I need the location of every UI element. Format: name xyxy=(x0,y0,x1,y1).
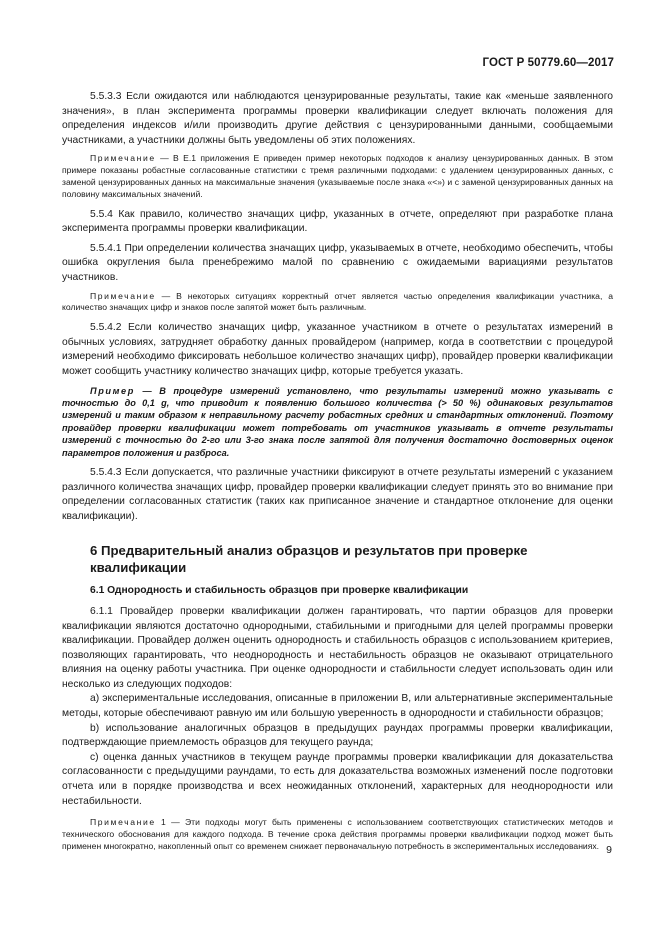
list-item-c: с) оценка данных участников в текущем раунде программы проверки квалификации для доказательства согласованности с предыдущими раундами, то есть для доказательства возможных изменений после подготовки отчета или в порядке производства и всех неожиданных отклонений, характерных для неоднородности или нестабильности. xyxy=(62,751,613,807)
list-item-b: b) использование аналогичных образцов в предыдущих раундах программы проверки квалификации, подтверждающие приемлемость образцов для текущего раунда; xyxy=(62,722,613,749)
paragraph-5-5-3-3: 5.5.3.3 Если ожидаются или наблюдаются цензурированные результаты, такие как «меньше заявленного значения», в план эксперимента программы проверки квалификации следует включать положения для определения индексов и/или производить другие действия с цензурированными данными, сообщаемыми участниками, а участники должны быть уведомлены об этих положениях. xyxy=(62,91,613,146)
note-label: Примечание xyxy=(90,153,156,164)
subsection-heading-6-1: 6.1 Однородность и стабильность образцов при проверке квалификации xyxy=(90,585,469,597)
note-text: — В Е.1 приложения Е приведен пример некоторых подходов к анализу цензурированных данных. В этом примере показаны робастные согласованные статистики с тремя различными подходами: с удалением цензурированных данных, с заменой цензурированных данных на максимальные значения (указываемые после знака «<») и с заменой цензурированных данных на половину максимальных значений. xyxy=(62,153,613,199)
paragraph-5-5-4: 5.5.4 Как правило, количество значащих цифр, указанных в отчете, определяют при разработке плана эксперимента программы проверки квалификации. xyxy=(62,208,613,235)
paragraph-5-5-4-3: 5.5.4.3 Если допускается, что различные участники фиксируют в отчете результаты измерений с указанием различного количества значащих цифр, провайдер проверки квалификации следует принять это во внимание при определении согласованных статистик (таких как приписанное значение и стандартное отклонение для оценки квалификации). xyxy=(62,466,613,522)
paragraph-6-1-1: 6.1.1 Провайдер проверки квалификации должен гарантировать, что партии образцов для проверки квалификации являются достаточно однородными, стабильными и пригодными для целей программы проверки квалификации. Провайдер должен оценить однородность и стабильность образцов с использованием критериев, позволяющих гарантировать, что неоднородность и нестабильность образцов не оказывают отрицательного влияния на оценку работы участника. При оценке однородности и стабильности следует использовать один или несколько из следующих подходов: xyxy=(62,605,613,690)
note-label: Примечание xyxy=(90,817,156,828)
section-heading-6: 6 Предварительный анализ образцов и результатов при проверке квалификации xyxy=(90,543,528,576)
example-text: — В процедуре измерений установлено, что результаты измерений можно указывать с точностью до 0,1 g, что приводит к появлению большого количества (> 50 %) одинаковых результатов измерений и таким образом к неправильному расчету робастных средних и стандартных отклонений. Поэтому провайдер проверки квалификации может потребовать от участников указывать в отчете результаты измерений с точностью до 2-го или 3-го знака после запятой для получения достаточно достоверных оценок параметров положения и разброса. xyxy=(62,385,613,458)
note-3 xyxy=(62,817,613,852)
page-number: 9 xyxy=(606,844,612,856)
note-text: 1 — Эти подходы могут быть применены с использованием соответствующих статистических методов и технического обоснования для каждого подхода. В течение срока действия программы проверки квалификации подход может быть применен многократно, накопленный опыт со временем снижает первоначальную потребность в экспериментальных исследованиях. xyxy=(62,817,613,851)
note-1 xyxy=(62,153,613,200)
example-label: Пример xyxy=(90,385,135,396)
paragraph-5-5-4-2: 5.5.4.2 Если количество значащих цифр, указанное участником в отчете о результатах измерений в обычных условиях, затрудняет обработку данных провайдером (например, когда в соответствии с процедурой измерений необходимо фиксировать небольшое количество значащих цифр), провайдер проверки квалификации может сообщить участнику количество значащих цифр, которые требуется указать. xyxy=(62,322,613,377)
list-item-a: а) экспериментальные исследования, описанные в приложении В, или альтернативные экспериментальные методы, которые обеспечивают равную им или большую уверенность в однородности и стабильности образцов; xyxy=(62,693,613,720)
page-content xyxy=(62,90,613,860)
standard-header: ГОСТ Р 50779.60—2017 xyxy=(482,57,614,69)
paragraph-5-5-4-1: 5.5.4.1 При определении количества значащих цифр, указываемых в отчете, необходимо обеспечить, чтобы ошибка округления была пренебрежимо малой по сравнению с ожидаемыми вариациями результатов участников. xyxy=(62,242,613,283)
note-text: — В некоторых ситуациях корректный отчет является частью определения квалификации участника, а количество значащих цифр и знаков после запятой может быть различным. xyxy=(62,290,613,313)
note-label: Примечание xyxy=(90,290,156,301)
example-block xyxy=(62,385,613,459)
note-2 xyxy=(62,291,613,315)
